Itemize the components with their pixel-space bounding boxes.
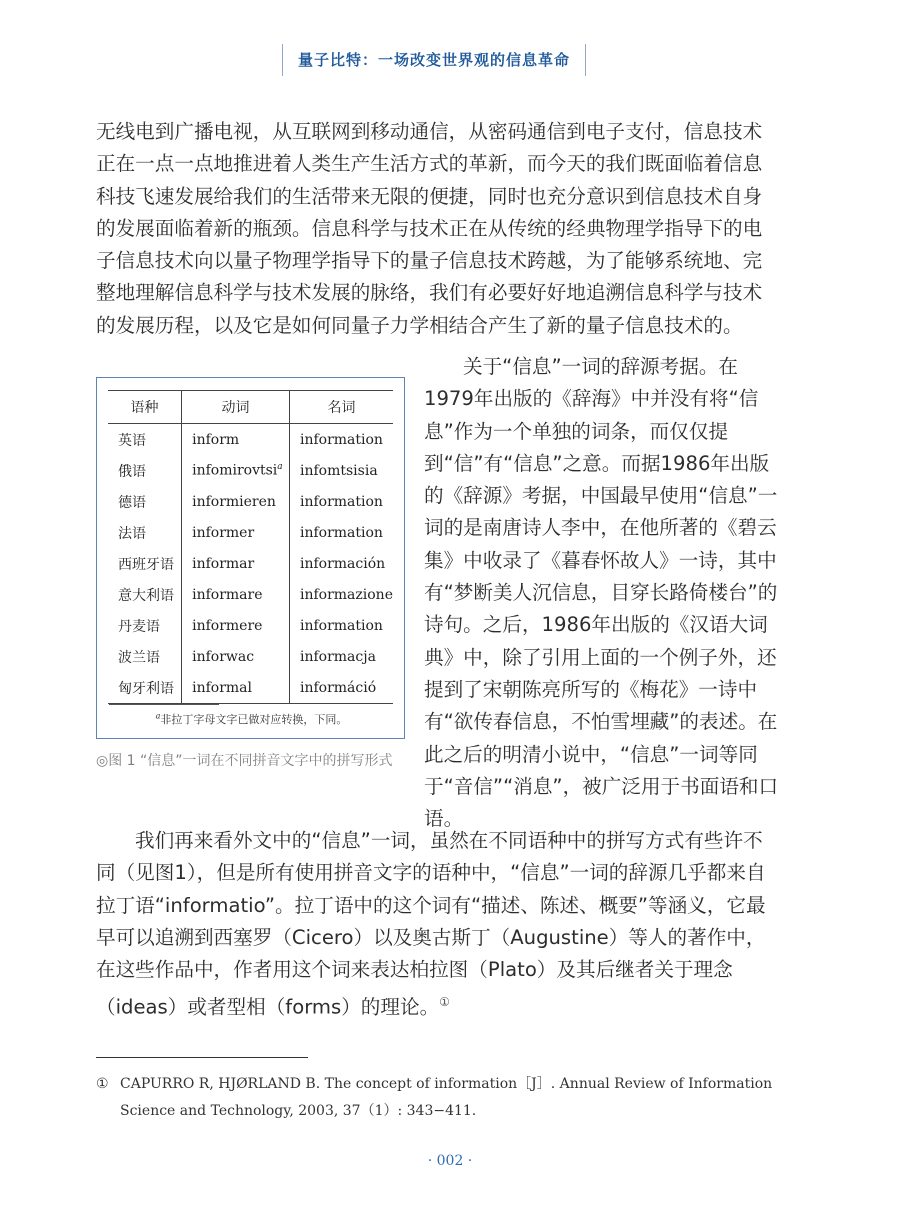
noun-cell: información xyxy=(289,548,393,579)
table-row xyxy=(108,455,393,486)
noun-cell: információ xyxy=(289,672,393,704)
footnote-ref: ① xyxy=(439,995,450,1010)
table-row xyxy=(108,579,393,610)
footnote-text: CAPURRO R, HJØRLAND B. The concept of information［J］. Annual Review of Information Science and Technology, 2003, 37（1）: 343−411. xyxy=(120,1076,773,1119)
header-language: 语种 xyxy=(108,391,182,424)
paragraph-3-text: 我们再来看外文中的“信息”一词，虽然在不同语种中的拼写方式有些许不同（见图1），但是所有使用拼音文字的语种中，“信息”一词的辞源几乎都来自拉丁语“informatio”。拉丁语中的这个词有“描述、陈述、概要”等涵义，它最早可以追溯到西塞罗（Cicero）以及奥古斯丁（Augustine）等人的著作中，在这些作品中，作者用这个词来表达柏拉图（Plato）及其后继者关于理念（ideas）或者型相（forms）的理论。 xyxy=(96,829,766,1020)
language-cell: 法语 xyxy=(118,525,146,542)
footnote-rule xyxy=(96,1057,308,1058)
running-header-title: 量子比特：一场改变世界观的信息革命 xyxy=(297,51,570,69)
verb-cell: informere xyxy=(182,610,290,641)
language-cell: 西班牙语 xyxy=(118,556,174,573)
paragraph-3 xyxy=(96,825,780,1024)
language-cell: 俄语 xyxy=(118,463,146,480)
noun-cell: infomtsisia xyxy=(289,455,393,486)
noun-cell: informacja xyxy=(289,641,393,672)
table-row xyxy=(108,486,393,517)
header-rule-left xyxy=(282,44,283,76)
noun-cell: information xyxy=(289,517,393,548)
table-row xyxy=(108,610,393,641)
noun-cell: information xyxy=(289,424,393,456)
table-row xyxy=(108,548,393,579)
table-row xyxy=(108,424,393,456)
footnote xyxy=(96,1071,776,1125)
table-row xyxy=(108,517,393,548)
note-superscript: a xyxy=(155,711,161,721)
paragraph-2 xyxy=(424,351,780,835)
superscript-a: a xyxy=(277,462,283,473)
language-cell: 意大利语 xyxy=(118,587,174,604)
verb-cell: informar xyxy=(182,548,290,579)
figure-caption: ◎图 1 “信息”一词在不同拼音文字中的拼写形式 xyxy=(96,753,393,769)
paragraph-2-text: 关于“信息”一词的辞源考据。在1979年出版的《辞海》中并没有将“信息”作为一个单独的词条，而仅仅提到“信”有“信息”之意。而据1986年出版的《辞源》考据，中国最早使用“信息”一词的是南唐诗人李中，在他所著的《碧云集》中收录了《暮春怀故人》一诗，其中有“梦断美人沉信息，目穿长路倚楼台”的诗句。之后，1986年出版的《汉语大词典》中，除了引用上面的一个例子外，还提到了宋朝陈亮所写的《梅花》一诗中有“欲传春信息，不怕雪埋藏”的表述。在此之后的明清小说中，“信息”一词等同于“音信”“消息”，被广泛用于书面语和口语。 xyxy=(424,355,779,831)
page-number: · 002 · xyxy=(427,1153,473,1169)
verb-cell: informieren xyxy=(182,486,290,517)
paragraph-1: 无线电到广播电视，从互联网到移动通信，从密码通信到电子支付，信息技术正在一点一点地推进着人类生产生活方式的革新，而今天的我们既面临着信息科技飞速发展给我们的生活带来无限的便捷，同时也充分意识到信息技术自身的发展面临着新的瓶颈。信息科学与技术正在从传统的经典物理学指导下的电子信息技术向以量子物理学指导下的量子信息技术跨越，为了能够系统地、完整地理解信息科学与技术发展的脉络，我们有必要好好地追溯信息科学与技术的发展历程，以及它是如何同量子力学相结合产生了新的量子信息技术的。 xyxy=(96,120,763,337)
table-row xyxy=(108,672,393,704)
noun-cell: information xyxy=(289,486,393,517)
language-cell: 德语 xyxy=(118,494,146,511)
noun-cell: informazione xyxy=(289,579,393,610)
header-verb: 动词 xyxy=(182,391,290,424)
note-text: 非拉丁字母文字已做对应转换，下同。 xyxy=(160,713,348,726)
language-cell: 英语 xyxy=(118,432,146,449)
language-cell: 匈牙利语 xyxy=(108,672,182,704)
table-row xyxy=(108,641,393,672)
table-header-row xyxy=(108,391,393,424)
table-note xyxy=(97,711,406,727)
verb-cell: informare xyxy=(182,579,290,610)
header-noun: 名词 xyxy=(289,391,393,424)
verb-cell: informer xyxy=(182,517,290,548)
language-cell: 丹麦语 xyxy=(118,618,160,635)
language-cell: 波兰语 xyxy=(118,649,160,666)
verb-cell: inforwac xyxy=(182,641,290,672)
noun-cell: information xyxy=(289,610,393,641)
verb-cell xyxy=(182,455,290,486)
verb-text: infomirovtsi xyxy=(192,462,278,479)
header-rule-right xyxy=(585,44,586,76)
figure-1 xyxy=(96,377,405,739)
verb-cell: inform xyxy=(182,424,290,456)
note-rule xyxy=(109,704,219,705)
verb-cell: informal xyxy=(182,672,290,704)
spelling-table xyxy=(108,390,393,704)
footnote-number: ① xyxy=(96,1076,109,1092)
